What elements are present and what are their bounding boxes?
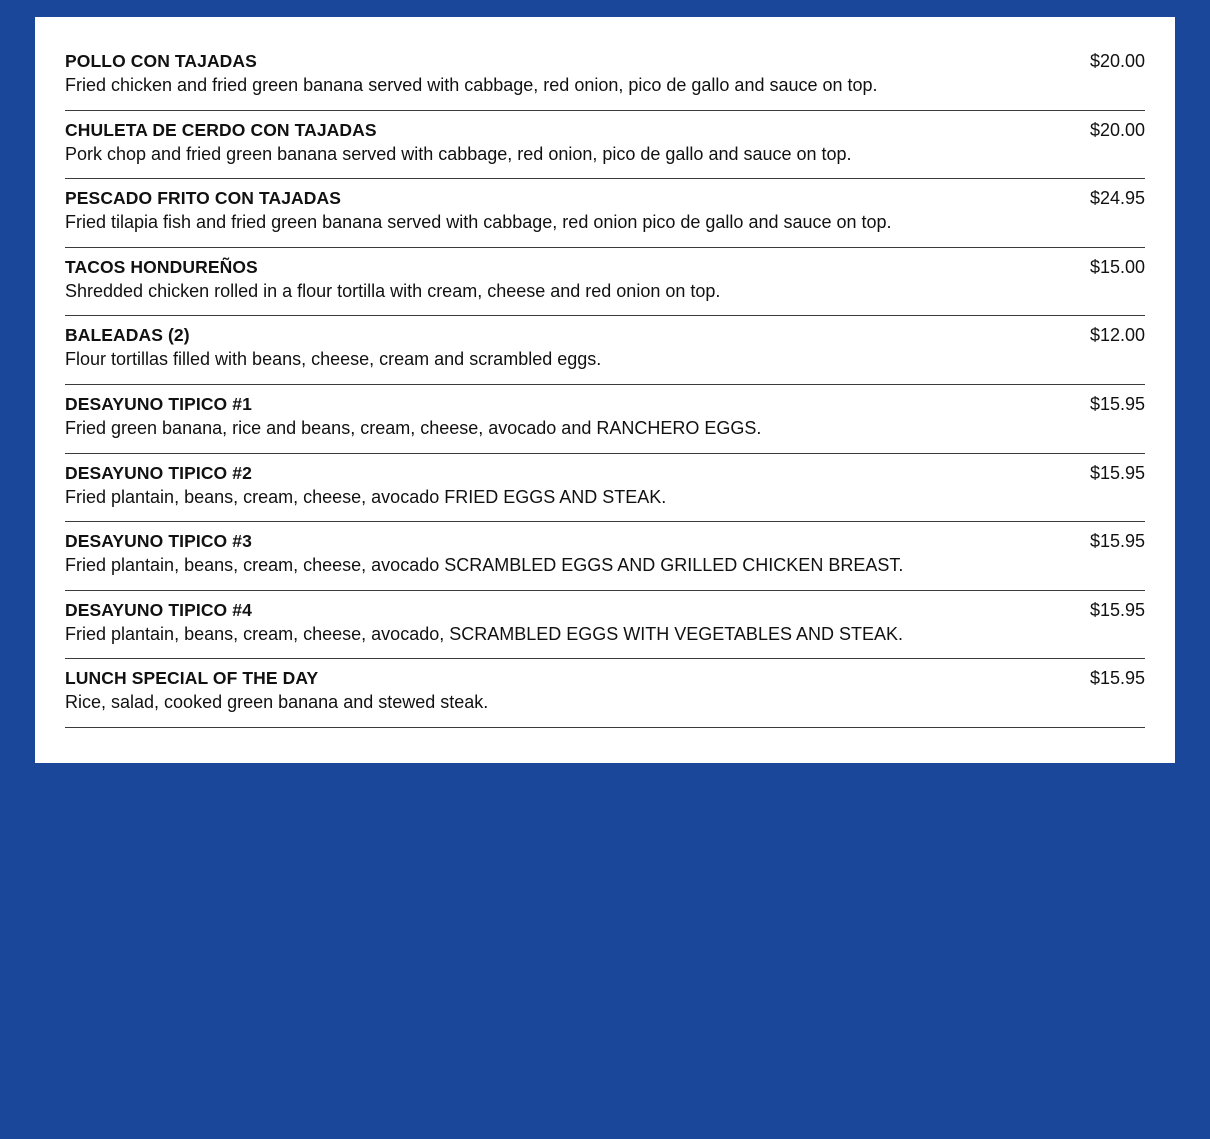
menu-panel [35, 17, 1175, 763]
menu-item [65, 111, 1145, 180]
item-description: Fried chicken and fried green banana served with cabbage, red onion, pico de gallo and sauce on top. [65, 75, 878, 95]
item-price: $15.95 [1089, 531, 1145, 552]
item-name: LUNCH SPECIAL OF THE DAY [65, 668, 319, 689]
item-name: DESAYUNO TIPICO #4 [65, 599, 252, 620]
menu-item [65, 591, 1145, 660]
item-description: Fried tilapia fish and fried green banana served with cabbage, red onion pico de gallo and sauce on top. [65, 212, 892, 233]
item-price: $20.00 [1089, 119, 1145, 140]
menu-item [65, 385, 1145, 454]
item-name: DESAYUNO TIPICO #2 [65, 462, 252, 483]
item-description: Fried plantain, beans, cream, cheese, avocado, SCRAMBLED EGGS WITH VEGETABLES AND STEAK. [65, 623, 903, 644]
item-description: Shredded chicken rolled in a flour tortilla with cream, cheese and red onion on top. [65, 280, 721, 301]
item-description: Flour tortillas filled with beans, cheese, cream and scrambled eggs. [65, 349, 602, 370]
menu-item [65, 248, 1145, 317]
menu-item [65, 454, 1145, 523]
item-description: Fried plantain, beans, cream, cheese, avocado SCRAMBLED EGGS AND GRILLED CHICKEN BREAST. [65, 555, 904, 576]
item-name: DESAYUNO TIPICO #1 [65, 393, 252, 414]
item-description: Fried plantain, beans, cream, cheese, avocado FRIED EGGS AND STEAK. [65, 486, 667, 507]
item-description: Fried green banana, rice and beans, cream, cheese, avocado and RANCHERO EGGS. [65, 417, 762, 438]
item-price: $15.95 [1089, 462, 1145, 483]
item-price: $24.95 [1089, 188, 1145, 209]
item-name: DESAYUNO TIPICO #3 [65, 531, 252, 552]
menu-item [65, 179, 1145, 248]
menu-item [65, 316, 1145, 385]
item-description: Pork chop and fried green banana served with cabbage, red onion, pico de gallo and sauce on top. [65, 143, 852, 164]
item-price: $15.95 [1089, 599, 1145, 620]
item-name: PESCADO FRITO CON TAJADAS [65, 188, 342, 209]
item-price: $15.95 [1089, 393, 1145, 414]
item-name: POLLO CON TAJADAS [65, 51, 257, 71]
item-price: $15.95 [1089, 668, 1145, 689]
item-price: $20.00 [1089, 51, 1145, 71]
menu-item [65, 522, 1145, 591]
item-name: BALEADAS (2) [65, 325, 190, 346]
menu-item [65, 659, 1145, 728]
item-name: CHULETA DE CERDO CON TAJADAS [65, 119, 377, 140]
item-name: TACOS HONDUREÑOS [65, 256, 258, 277]
item-description: Rice, salad, cooked green banana and stewed steak. [65, 692, 489, 713]
menu-item [65, 47, 1145, 111]
item-price: $12.00 [1089, 325, 1145, 346]
item-price: $15.00 [1089, 256, 1145, 277]
